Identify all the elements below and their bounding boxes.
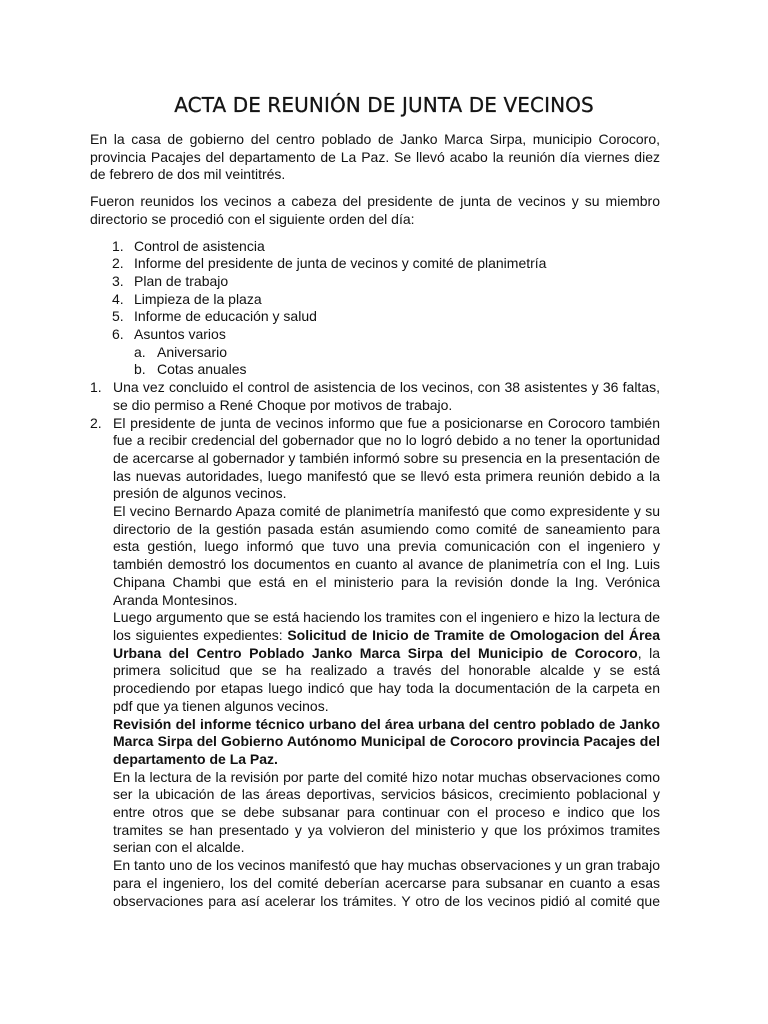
intro-paragraph-1: En la casa de gobierno del centro poblado de Janko Marca Sirpa, municipio Corocoro, provincia Pacajes del departamento de La Paz. Se llevó acabo la reunión día viernes diez de febrero de dos mil veintitrés. bbox=[90, 131, 660, 183]
agenda-item-number: 4. bbox=[112, 290, 124, 307]
expedients-rest-text: , la primera solicitud que se ha realizado a través del honorable alcalde y se está procediendo por etapas luego indicó que hay toda la documentación de la carpeta en pdf que ya tienen algunos vecinos. bbox=[113, 644, 660, 714]
minutes-list bbox=[90, 379, 660, 910]
planimetry-report-paragraph: El vecino Bernardo Apaza comité de planimetría manifestó que como expresidente y su directorio de la gestión pasada están asumiendo como comité de saneamiento para esta gestión, luego informó que tuvo una previa comunicación con el ingeniero y también demostró los documentos en cuanto al avance de planimetría con el Ing. Luis Chipana Chambi que está en el ministerio para la revisión donde la Ing. Verónica Aranda Montesinos. bbox=[113, 503, 660, 608]
document-body bbox=[90, 131, 660, 910]
agenda-item bbox=[90, 308, 660, 326]
agenda-item bbox=[90, 238, 660, 256]
agenda-item-text: Informe del presidente de junta de vecinos y comité de planimetría bbox=[134, 255, 547, 272]
agenda-item bbox=[90, 291, 660, 309]
minutes-item-1-text: Una vez concluido el control de asistencia de los vecinos, con 38 asistentes y 36 faltas, se dio permiso a René Choque por motivos de trabajo. bbox=[113, 379, 660, 413]
agenda-item-number: 6. bbox=[112, 326, 124, 343]
agenda-item-text: Plan de trabajo bbox=[134, 272, 229, 289]
agenda-item-number: 5. bbox=[112, 308, 124, 325]
minutes-item-number: 1. bbox=[90, 379, 102, 396]
agenda-sublist bbox=[134, 344, 660, 379]
agenda-subitem-letter: a. bbox=[134, 343, 146, 360]
neighbors-comment-paragraph: En tanto uno de los vecinos manifestó que hay muchas observaciones y un gran trabajo para el ingeniero, los del comité deberían acercarse para subsanar en cuanto a esas observaciones para así acelerar los trámites. Y otro de los vecinos pidió al comité que bbox=[113, 857, 660, 909]
expedient-title-2-paragraph bbox=[113, 716, 660, 769]
expedient-title-2: Revisión del informe técnico urbano del área urbana del centro poblado de Janko Marca Sirpa del Gobierno Autónomo Municipal de Corocoro provincia Pacajes del departamento de La Paz. bbox=[113, 715, 660, 767]
agenda-item-number: 2. bbox=[112, 255, 124, 272]
agenda-item-number: 3. bbox=[112, 272, 124, 289]
agenda-subitem bbox=[134, 361, 660, 379]
agenda-item-text: Asuntos varios bbox=[134, 326, 226, 343]
agenda-item bbox=[90, 326, 660, 379]
agenda-item-text: Control de asistencia bbox=[134, 237, 265, 254]
observations-paragraph: En la lectura de la revisión por parte del comité hizo notar muchas observaciones como ser la ubicación de las áreas deportivas, servicios básicos, crecimiento poblacional y entre otros que se debe subsanar para continuar con el proceso e indico que los tramites se han presentado y ya volvieron del ministerio y que los próximos tramites serian con el alcalde. bbox=[113, 768, 660, 856]
minutes-item-1 bbox=[90, 379, 660, 414]
expedients-paragraph bbox=[113, 609, 660, 715]
document-title: ACTA DE REUNIÓN DE JUNTA DE VECINOS bbox=[174, 93, 594, 117]
minutes-item-number: 2. bbox=[90, 414, 102, 431]
agenda-item bbox=[90, 273, 660, 291]
agenda-item-number: 1. bbox=[112, 237, 124, 254]
president-report-paragraph: El presidente de junta de vecinos informo que fue a posicionarse en Corocoro también fue a recibir credencial del gobernador que no lo logró debido a no tener la oportunidad de acercarse al gobernador y también informó sobre su presencia en la presentación de las nuevas autoridades, luego manifestó que se llevó esta primera reunión debido a la presión de algunos vecinos. bbox=[113, 414, 660, 502]
intro-paragraph-2: Fueron reunidos los vecinos a cabeza del presidente de junta de vecinos y su miembro directorio se procedió con el siguiente orden del día: bbox=[90, 193, 660, 227]
agenda-list bbox=[90, 238, 660, 380]
agenda-subitem bbox=[134, 344, 660, 362]
agenda-subitem-letter: b. bbox=[134, 361, 146, 378]
expedients-intro-text: Luego argumento que se está haciendo los tramites con el ingeniero e hizo la lectura de los siguientes expedientes: bbox=[113, 609, 660, 643]
agenda-subitem-text: Cotas anuales bbox=[157, 361, 247, 378]
agenda-item bbox=[90, 255, 660, 273]
agenda-subitem-text: Aniversario bbox=[157, 343, 228, 360]
agenda-item-text: Limpieza de la plaza bbox=[134, 290, 262, 307]
expedient-title-1: Solicitud de Inicio de Tramite de Omologacion del Área Urbana del Centro Poblado Janko Marca Sirpa del Municipio de Corocoro bbox=[113, 626, 660, 661]
agenda-item-text: Informe de educación y salud bbox=[134, 308, 317, 325]
minutes-item-2 bbox=[90, 415, 660, 911]
